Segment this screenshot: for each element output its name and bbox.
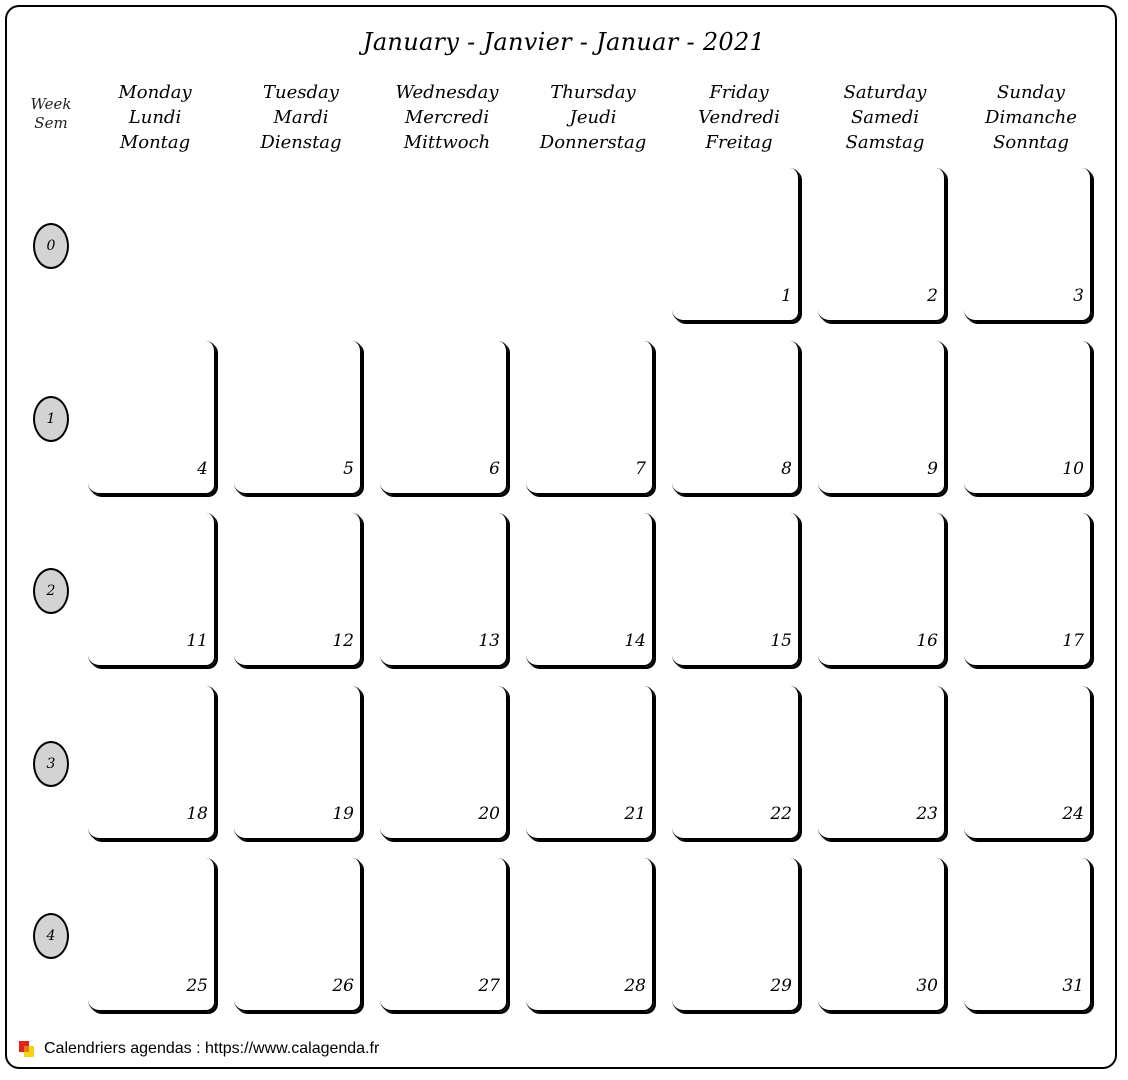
day-cell[interactable] — [818, 513, 946, 667]
day-name-en: Sunday — [997, 82, 1065, 103]
day-name-en: Saturday — [843, 82, 927, 103]
day-name-de: Montag — [119, 132, 191, 153]
day-number: 8 — [781, 459, 792, 479]
day-name-fr: Mardi — [273, 107, 329, 128]
day-number: 31 — [1062, 976, 1084, 996]
day-name-de: Dienstag — [260, 132, 342, 153]
day-name-en: Thursday — [550, 82, 636, 103]
day-cell[interactable] — [964, 341, 1092, 495]
day-header-tuesday — [228, 80, 374, 155]
day-number: 14 — [624, 631, 646, 651]
day-header-saturday — [812, 80, 958, 155]
week-header-fr: Sem — [34, 114, 68, 132]
day-number: 4 — [197, 459, 208, 479]
day-number: 7 — [635, 459, 646, 479]
day-cell[interactable] — [672, 341, 800, 495]
day-name-de: Samstag — [845, 132, 925, 153]
day-header-thursday — [520, 80, 666, 155]
day-number: 11 — [186, 631, 208, 651]
day-cell[interactable] — [818, 686, 946, 840]
day-name-fr: Vendredi — [698, 107, 780, 128]
footer — [18, 1040, 379, 1058]
day-cell[interactable] — [380, 341, 508, 495]
day-number: 16 — [916, 631, 938, 651]
day-name-de: Sonntag — [993, 132, 1069, 153]
day-name-fr: Lundi — [128, 107, 182, 128]
day-number: 19 — [332, 804, 354, 824]
day-cell[interactable] — [234, 513, 362, 667]
day-cell[interactable] — [672, 686, 800, 840]
day-name-fr: Mercredi — [404, 107, 490, 128]
week-number-badge: 0 — [33, 223, 69, 269]
day-number: 23 — [916, 804, 938, 824]
day-number: 25 — [186, 976, 208, 996]
day-name-en: Monday — [118, 82, 192, 103]
week-number-badge: 1 — [33, 396, 69, 442]
day-cell[interactable] — [818, 168, 946, 322]
day-number: 18 — [186, 804, 208, 824]
day-cell[interactable] — [818, 341, 946, 495]
day-number: 28 — [624, 976, 646, 996]
day-number: 2 — [927, 286, 938, 306]
day-number: 5 — [343, 459, 354, 479]
day-cell[interactable] — [234, 858, 362, 1012]
day-number: 17 — [1062, 631, 1084, 651]
day-number: 30 — [916, 976, 938, 996]
day-number: 20 — [478, 804, 500, 824]
day-name-de: Mittwoch — [403, 132, 491, 153]
day-header-monday — [82, 80, 228, 155]
day-cell[interactable] — [234, 341, 362, 495]
day-number: 6 — [489, 459, 500, 479]
day-number: 12 — [332, 631, 354, 651]
day-cell[interactable] — [818, 858, 946, 1012]
day-name-fr: Jeudi — [569, 107, 617, 128]
day-number: 24 — [1062, 804, 1084, 824]
day-number: 26 — [332, 976, 354, 996]
day-cell[interactable] — [964, 513, 1092, 667]
day-cell[interactable] — [380, 858, 508, 1012]
day-name-de: Donnerstag — [539, 132, 647, 153]
week-number-badge: 3 — [33, 741, 69, 787]
day-header-wednesday — [374, 80, 520, 155]
day-number: 3 — [1073, 286, 1084, 306]
day-number: 1 — [781, 286, 792, 306]
day-cell[interactable] — [88, 858, 216, 1012]
day-name-en: Friday — [709, 82, 769, 103]
week-number-badge: 2 — [33, 568, 69, 614]
week-column-header — [22, 95, 80, 133]
week-number-badge: 4 — [33, 913, 69, 959]
day-cell[interactable] — [672, 168, 800, 322]
day-cell[interactable] — [672, 513, 800, 667]
day-header-sunday — [958, 80, 1104, 155]
day-number: 15 — [770, 631, 792, 651]
day-name-fr: Samedi — [850, 107, 920, 128]
calendar-title: January - Janvier - Januar - 2021 — [362, 28, 766, 56]
day-number: 9 — [927, 459, 938, 479]
day-cell[interactable] — [526, 341, 654, 495]
day-cell[interactable] — [380, 513, 508, 667]
day-number: 13 — [478, 631, 500, 651]
day-cell[interactable] — [672, 858, 800, 1012]
day-cell[interactable] — [526, 858, 654, 1012]
day-cell[interactable] — [88, 341, 216, 495]
day-cell[interactable] — [380, 686, 508, 840]
day-number: 22 — [770, 804, 792, 824]
day-name-de: Freitag — [705, 132, 773, 153]
day-cell[interactable] — [234, 686, 362, 840]
day-name-en: Tuesday — [263, 82, 339, 103]
day-number: 29 — [770, 976, 792, 996]
day-cell[interactable] — [526, 686, 654, 840]
day-name-en: Wednesday — [395, 82, 499, 103]
day-cell[interactable] — [88, 513, 216, 667]
day-cell[interactable] — [964, 686, 1092, 840]
day-cell[interactable] — [964, 858, 1092, 1012]
calagenda-logo-icon — [18, 1040, 36, 1058]
day-cell[interactable] — [526, 513, 654, 667]
day-cell[interactable] — [964, 168, 1092, 322]
footer-text[interactable]: Calendriers agendas : https://www.calagenda.fr — [44, 1040, 380, 1057]
day-number: 21 — [624, 804, 646, 824]
day-number: 27 — [478, 976, 500, 996]
day-name-fr: Dimanche — [985, 107, 1077, 128]
day-cell[interactable] — [88, 686, 216, 840]
day-header-friday — [666, 80, 812, 155]
week-header-en: Week — [30, 95, 72, 113]
day-number: 10 — [1062, 459, 1084, 479]
